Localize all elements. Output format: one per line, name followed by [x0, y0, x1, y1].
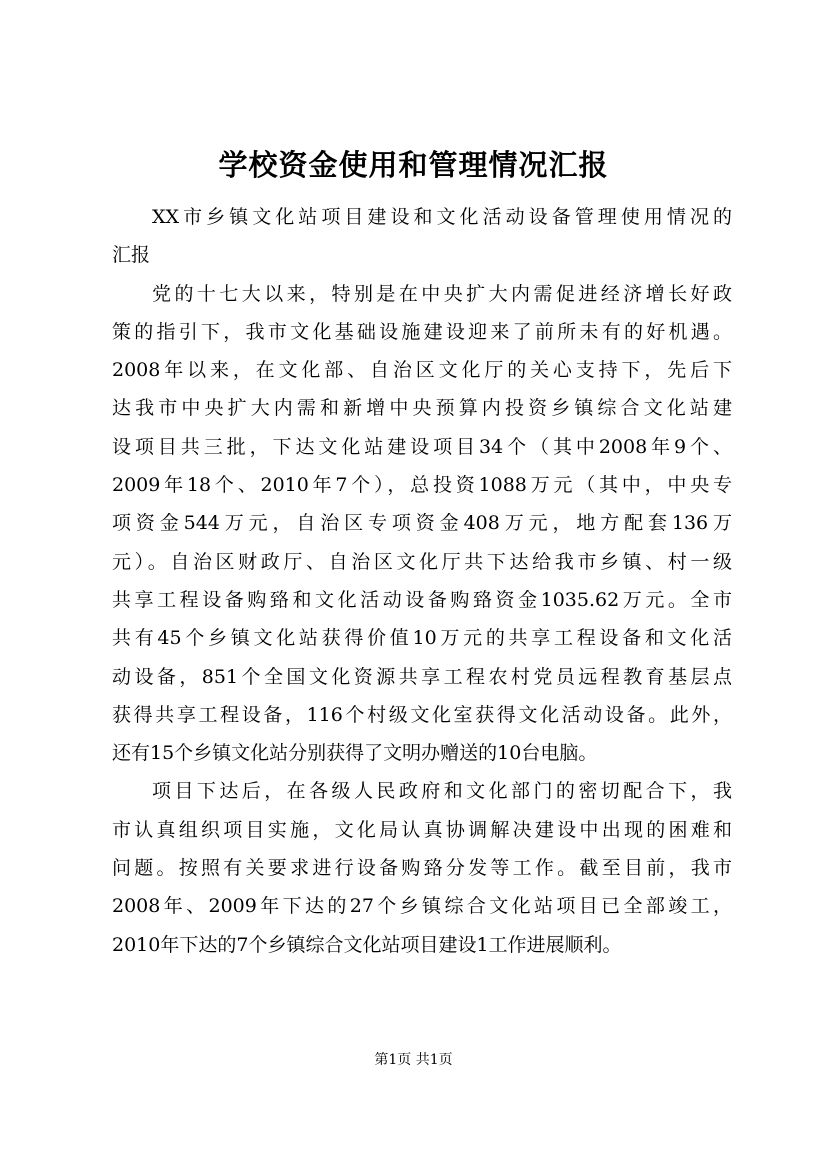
body-line: 达我市中央扩大内需和新增中央预算内投资乡镇综合文化站建	[112, 397, 732, 420]
body-line: 设项目共三批，下达文化站建设项目34个（其中2008年9个、	[112, 435, 732, 458]
body-line: 项资金544万元，自治区专项资金408万元，地方配套136万	[112, 512, 732, 535]
body-line: 2010年下达的7个乡镇综合文化站项目建设1工作进展顺利。	[112, 933, 622, 956]
body-line: 党的十七大以来，特别是在中央扩大内需促进经济增长好政	[152, 282, 732, 305]
body-line: 问题。按照有关要求进行设备购臵分发等工作。截至目前，我市	[112, 857, 732, 880]
body-line: XX市乡镇文化站项目建设和文化活动设备管理使用情况的	[152, 206, 732, 228]
body-line: 项目下达后，在各级人民政府和文化部门的密切配合下，我	[152, 780, 732, 803]
body-line: 动设备，851个全国文化资源共享工程农村党员远程教育基层点	[112, 665, 732, 688]
body-line: 共有45个乡镇文化站获得价值10万元的共享工程设备和文化活	[112, 627, 732, 650]
body-line: 策的指引下，我市文化基础设施建设迎来了前所未有的好机遇。	[112, 320, 732, 343]
page-number-footer: 第1页 共1页	[374, 1052, 453, 1068]
body-line: 2008年、2009年下达的27个乡镇综合文化站项目已全部竣工，	[112, 895, 732, 918]
body-line: 元）。自治区财政厅、自治区文化厅共下达给我市乡镇、村一级	[112, 550, 732, 573]
body-line: 共享工程设备购臵和文化活动设备购臵资金1035.62万元。全市	[112, 588, 732, 611]
body-line: 获得共享工程设备，116个村级文化室获得文化活动设备。此外，	[112, 703, 732, 726]
body-line: 市认真组织项目实施，文化局认真协调解决建设中出现的困难和	[112, 818, 732, 841]
document-body	[112, 198, 732, 964]
body-line: 汇报	[112, 244, 151, 267]
body-line: 2009年18个、2010年7个），总投资1088万元（其中，中央专	[112, 474, 732, 497]
document-title: 学校资金使用和管理情况汇报	[218, 148, 609, 182]
body-line: 2008年以来，在文化部、自治区文化厅的关心支持下，先后下	[112, 359, 732, 382]
body-line: 还有15个乡镇文化站分别获得了文明办赠送的10台电脑。	[112, 742, 598, 765]
